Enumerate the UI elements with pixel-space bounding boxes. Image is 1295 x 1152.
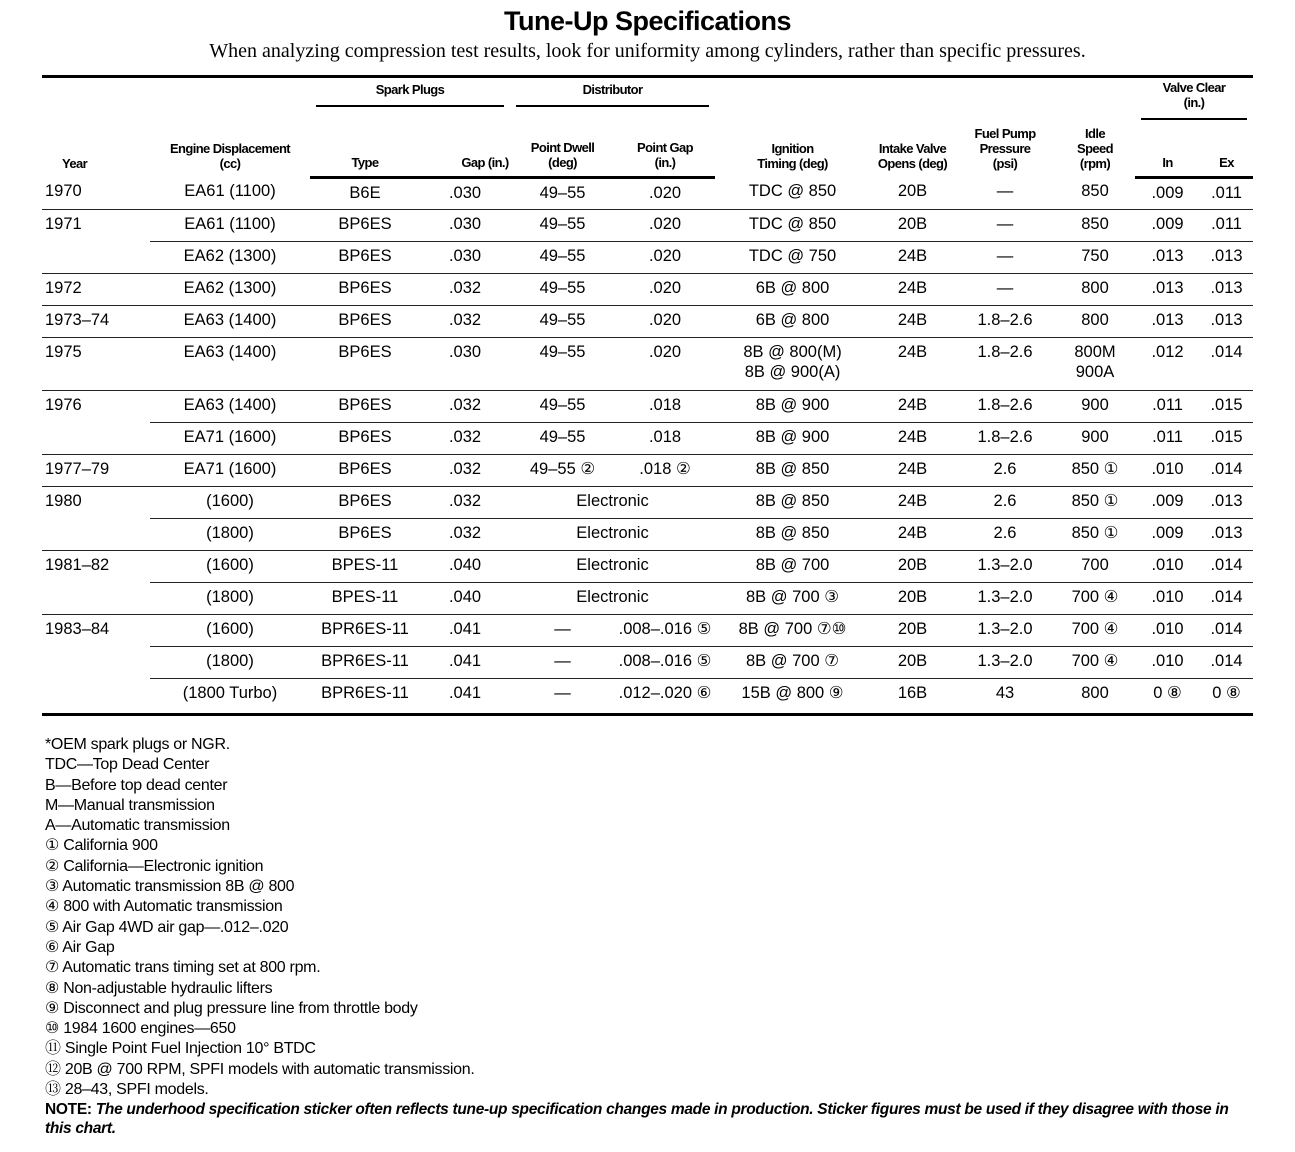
cell-point-dwell: 49–55 bbox=[510, 390, 615, 422]
cell-point-dwell: Electronic bbox=[510, 550, 715, 582]
cell-point-dwell: 49–55 ② bbox=[510, 454, 615, 486]
cell-valve-in: .009 bbox=[1135, 209, 1200, 241]
cell-valve-in: .011 bbox=[1135, 422, 1200, 454]
footnote: ④ 800 with Automatic transmission bbox=[45, 898, 283, 916]
cell-engine: (1800) bbox=[150, 518, 310, 550]
cell-point-dwell: Electronic bbox=[510, 582, 715, 614]
cell-fuel-pressure: — bbox=[955, 241, 1055, 273]
cell-fuel-pressure: — bbox=[996, 182, 1014, 200]
footnote: ⑦ Automatic trans timing set at 800 rpm. bbox=[45, 959, 321, 977]
header-gap: Gap (in.) bbox=[420, 122, 510, 177]
cell-fuel-pressure: 1.3–2.0 bbox=[955, 614, 1055, 646]
cell-idle-speed: 700 ④ bbox=[1055, 646, 1135, 678]
cell-plug-type: BP6ES bbox=[310, 454, 420, 486]
cell-ignition-timing: 8B @ 850 bbox=[715, 486, 870, 518]
cell-valve-ex: .015 bbox=[1200, 422, 1253, 454]
cell-plug-type: BP6ES bbox=[310, 209, 420, 241]
table-row bbox=[42, 422, 1253, 454]
cell-valve-in: .013 bbox=[1135, 241, 1200, 273]
cell-idle-speed: 850 ① bbox=[1055, 518, 1135, 550]
cell-ignition-timing: 8B @ 700 ③ bbox=[715, 582, 870, 614]
cell-engine: (1600) bbox=[150, 550, 310, 582]
cell-valve-ex: .013 bbox=[1200, 486, 1253, 518]
cell-valve-in: .009 bbox=[1135, 486, 1200, 518]
cell-intake-valve: 24B bbox=[870, 390, 955, 422]
cell-plug-type: BP6ES bbox=[310, 422, 420, 454]
cell-ignition-timing: TDC @ 750 bbox=[715, 241, 870, 273]
cell-valve-in: .010 bbox=[1135, 646, 1200, 678]
header-ignition-timing: Ignition Timing (deg) bbox=[757, 141, 828, 171]
note bbox=[45, 1100, 1255, 1138]
cell-idle-speed: 850 ① bbox=[1055, 486, 1135, 518]
cell-valve-in: .012 bbox=[1135, 337, 1200, 390]
cell-valve-ex: .014 bbox=[1200, 646, 1253, 678]
cell-intake-valve: 24B bbox=[870, 241, 955, 273]
footnote: A—Automatic transmission bbox=[45, 817, 230, 835]
cell-plug-type: BPR6ES-11 bbox=[310, 614, 420, 646]
cell-valve-ex: .013 bbox=[1200, 241, 1253, 273]
cell-valve-in: .010 bbox=[1135, 582, 1200, 614]
cell-valve-in: .009 bbox=[1151, 183, 1184, 202]
table-row bbox=[42, 177, 1253, 209]
cell-engine: EA71 (1600) bbox=[150, 454, 310, 486]
header-type: Type bbox=[310, 122, 420, 177]
cell-idle-speed: 900 bbox=[1055, 422, 1135, 454]
cell-point-dwell: — bbox=[510, 614, 615, 646]
cell-year: 1973–74 bbox=[42, 305, 150, 337]
cell-engine: EA63 (1400) bbox=[150, 337, 310, 390]
cell-point-dwell: 49–55 bbox=[510, 241, 615, 273]
cell-engine: EA71 (1600) bbox=[150, 422, 310, 454]
cell-intake-valve: 16B bbox=[870, 678, 955, 714]
tune-up-spec-table bbox=[42, 80, 1253, 716]
footnote: M—Manual transmission bbox=[45, 796, 215, 814]
cell-plug-type: BPES-11 bbox=[310, 550, 420, 582]
table-row bbox=[42, 454, 1253, 486]
cell-point-gap: .008–.016 ⑤ bbox=[615, 614, 715, 646]
footnote: *OEM spark plugs or NGR. bbox=[45, 736, 230, 753]
cell-plug-gap: .032 bbox=[420, 454, 510, 486]
cell-plug-gap: .032 bbox=[420, 422, 510, 454]
table-row bbox=[42, 390, 1253, 422]
footnote: ⑨ Disconnect and plug pressure line from throttle body bbox=[45, 999, 418, 1017]
header-in: In bbox=[1135, 122, 1200, 177]
cell-plug-type: BP6ES bbox=[310, 241, 420, 273]
cell-idle-speed: 800 bbox=[1055, 305, 1135, 337]
header-ex: Ex bbox=[1200, 122, 1253, 177]
cell-fuel-pressure: 1.8–2.6 bbox=[955, 337, 1055, 390]
cell-fuel-pressure: 2.6 bbox=[955, 454, 1055, 486]
cell-year: 1975 bbox=[42, 337, 150, 390]
cell-year: 1981–82 bbox=[42, 550, 150, 582]
footnote: ⑩ 1984 1600 engines—650 bbox=[45, 1020, 236, 1038]
cell-engine: (1800 Turbo) bbox=[150, 678, 310, 714]
cell-valve-in: .013 bbox=[1135, 273, 1200, 305]
cell-engine: (1600) bbox=[150, 486, 310, 518]
cell-fuel-pressure: 1.8–2.6 bbox=[955, 305, 1055, 337]
footnote: ⑤ Air Gap 4WD air gap—.012–.020 bbox=[45, 918, 289, 936]
note-label: NOTE: bbox=[45, 1101, 92, 1119]
cell-plug-gap: .041 bbox=[420, 614, 510, 646]
cell-point-dwell: 49–55 bbox=[510, 273, 615, 305]
table-row bbox=[42, 486, 1253, 518]
cell-plug-type: BPES-11 bbox=[310, 582, 420, 614]
cell-ignition-timing: 6B @ 800 bbox=[715, 273, 870, 305]
cell-engine: EA62 (1300) bbox=[150, 241, 310, 273]
cell-point-gap: .012–.020 ⑥ bbox=[615, 678, 715, 714]
cell-ignition-timing: 15B @ 800 ⑨ bbox=[715, 678, 870, 714]
cell-valve-ex: .014 bbox=[1200, 614, 1253, 646]
cell-point-gap: .020 bbox=[615, 241, 715, 273]
cell-year bbox=[42, 241, 150, 273]
cell-idle-speed: 750 bbox=[1055, 241, 1135, 273]
table-row bbox=[42, 518, 1253, 550]
cell-ignition-timing: TDC @ 850 bbox=[748, 182, 837, 200]
cell-plug-type: BP6ES bbox=[310, 273, 420, 305]
cell-plug-type: BPR6ES-11 bbox=[310, 678, 420, 714]
footnote: ⑬ 28–43, SPFI models. bbox=[45, 1081, 209, 1099]
cell-intake-valve: 20B bbox=[870, 614, 955, 646]
cell-plug-type: BP6ES bbox=[310, 337, 420, 390]
cell-plug-type: BPR6ES-11 bbox=[310, 646, 420, 678]
cell-intake-valve: 24B bbox=[870, 486, 955, 518]
cell-point-dwell: 49–55 bbox=[539, 183, 586, 202]
cell-valve-in: .010 bbox=[1135, 454, 1200, 486]
header-idle-speed: Idle Speed (rpm) bbox=[1077, 126, 1114, 171]
cell-valve-ex: .015 bbox=[1200, 390, 1253, 422]
cell-year: 1983–84 bbox=[42, 614, 150, 646]
cell-valve-in: .011 bbox=[1135, 390, 1200, 422]
cell-intake-valve: 20B bbox=[870, 646, 955, 678]
cell-idle-speed: 900 bbox=[1055, 390, 1135, 422]
cell-engine: (1800) bbox=[150, 582, 310, 614]
table-row bbox=[42, 305, 1253, 337]
page-title: Tune-Up Specifications bbox=[503, 6, 792, 36]
cell-year bbox=[42, 646, 150, 678]
cell-valve-ex: .013 bbox=[1200, 273, 1253, 305]
cell-fuel-pressure: — bbox=[955, 273, 1055, 305]
footnote: TDC—Top Dead Center bbox=[45, 756, 210, 774]
footnote: ③ Automatic transmission 8B @ 800 bbox=[45, 878, 295, 896]
cell-engine: EA62 (1300) bbox=[150, 273, 310, 305]
cell-year: 1971 bbox=[42, 209, 150, 241]
cell-intake-valve: 20B bbox=[870, 209, 955, 241]
header-engine: Engine Displacement (cc) bbox=[169, 141, 291, 171]
cell-valve-in: .010 bbox=[1135, 550, 1200, 582]
cell-point-gap: .020 bbox=[648, 183, 682, 202]
cell-valve-ex: .011 bbox=[1211, 183, 1242, 202]
cell-year bbox=[42, 678, 150, 714]
header-distributor: Distributor bbox=[510, 80, 715, 122]
cell-point-gap: .018 ② bbox=[615, 454, 715, 486]
cell-idle-speed: 850 bbox=[1055, 209, 1135, 241]
cell-ignition-timing: 6B @ 800 bbox=[715, 305, 870, 337]
page-subtitle: When analyzing compression test results, look for uniformity among cylinders, rather than specific pressures. bbox=[209, 40, 1086, 62]
cell-plug-gap: .030 bbox=[420, 241, 510, 273]
cell-ignition-timing: TDC @ 850 bbox=[715, 209, 870, 241]
cell-intake-valve: 24B bbox=[870, 273, 955, 305]
cell-intake-valve: 24B bbox=[870, 337, 955, 390]
cell-idle-speed: 700 ④ bbox=[1055, 582, 1135, 614]
cell-valve-ex: 0 ⑧ bbox=[1200, 678, 1253, 714]
cell-intake-valve: 24B bbox=[870, 305, 955, 337]
header-year: Year bbox=[62, 156, 88, 171]
cell-intake-valve: 20B bbox=[897, 182, 928, 200]
cell-fuel-pressure: 1.8–2.6 bbox=[955, 422, 1055, 454]
cell-point-dwell: Electronic bbox=[510, 486, 715, 518]
cell-plug-type: BP6ES bbox=[310, 486, 420, 518]
cell-idle-speed: 700 ④ bbox=[1055, 614, 1135, 646]
cell-point-gap: .020 bbox=[615, 305, 715, 337]
cell-point-dwell: 49–55 bbox=[510, 422, 615, 454]
cell-fuel-pressure: 1.3–2.0 bbox=[955, 550, 1055, 582]
cell-plug-gap: .032 bbox=[420, 273, 510, 305]
cell-valve-ex: .014 bbox=[1200, 454, 1253, 486]
cell-plug-type: B6E bbox=[349, 183, 381, 202]
cell-engine: (1600) bbox=[150, 614, 310, 646]
cell-plug-type: BP6ES bbox=[310, 518, 420, 550]
cell-plug-gap: .040 bbox=[420, 550, 510, 582]
cell-idle-speed: 800 bbox=[1055, 678, 1135, 714]
cell-valve-in: 0 ⑧ bbox=[1135, 678, 1200, 714]
footnote: ① California 900 bbox=[45, 837, 158, 855]
cell-year: 1980 bbox=[42, 486, 150, 518]
cell-engine: EA63 (1400) bbox=[150, 305, 310, 337]
cell-point-dwell: 49–55 bbox=[510, 209, 615, 241]
cell-ignition-timing: 8B @ 850 bbox=[715, 454, 870, 486]
cell-plug-type: BP6ES bbox=[310, 305, 420, 337]
cell-valve-ex: .013 bbox=[1200, 518, 1253, 550]
cell-year: 1976 bbox=[42, 390, 150, 422]
cell-ignition-timing: 8B @ 800(M) 8B @ 900(A) bbox=[715, 337, 870, 390]
table-row bbox=[42, 646, 1253, 678]
cell-ignition-timing: 8B @ 700 ⑦ bbox=[715, 646, 870, 678]
footnote: ⑧ Non-adjustable hydraulic lifters bbox=[45, 979, 273, 997]
cell-plug-gap: .032 bbox=[420, 305, 510, 337]
cell-year bbox=[42, 518, 150, 550]
cell-ignition-timing: 8B @ 900 bbox=[715, 390, 870, 422]
footnote: B—Before top dead center bbox=[45, 776, 228, 794]
cell-plug-gap: .041 bbox=[420, 646, 510, 678]
table-row bbox=[42, 273, 1253, 305]
cell-idle-speed: 800M 900A bbox=[1055, 337, 1135, 390]
cell-point-dwell: 49–55 bbox=[510, 337, 615, 390]
cell-year: 1972 bbox=[42, 273, 150, 305]
cell-intake-valve: 20B bbox=[870, 550, 955, 582]
note-text: The underhood specification sticker often reflects tune-up specification changes made in production. Sticker figures must be used if they disagree with those in this chart. bbox=[45, 1101, 1229, 1138]
cell-intake-valve: 24B bbox=[870, 518, 955, 550]
footnotes bbox=[45, 735, 1255, 1138]
header-point-gap: Point Gap (in.) bbox=[615, 122, 715, 177]
table-row bbox=[42, 337, 1253, 390]
cell-ignition-timing: 8B @ 900 bbox=[715, 422, 870, 454]
cell-plug-gap: .041 bbox=[420, 678, 510, 714]
cell-plug-gap: .030 bbox=[420, 337, 510, 390]
cell-plug-gap: .032 bbox=[420, 518, 510, 550]
cell-plug-gap: .030 bbox=[448, 183, 482, 202]
cell-ignition-timing: 8B @ 700 ⑦⑩ bbox=[715, 614, 870, 646]
header-fuel-pump: Fuel Pump Pressure (psi) bbox=[974, 126, 1036, 171]
footnote: ⑫ 20B @ 700 RPM, SPFI models with automatic transmission. bbox=[45, 1060, 475, 1078]
cell-fuel-pressure: 1.8–2.6 bbox=[955, 390, 1055, 422]
footnote: ⑥ Air Gap bbox=[45, 938, 115, 956]
cell-point-gap: .020 bbox=[615, 273, 715, 305]
cell-valve-ex: .014 bbox=[1200, 337, 1253, 390]
table-row bbox=[42, 582, 1253, 614]
cell-point-gap: .008–.016 ⑤ bbox=[615, 646, 715, 678]
cell-ignition-timing: 8B @ 850 bbox=[715, 518, 870, 550]
cell-valve-in: .009 bbox=[1135, 518, 1200, 550]
cell-point-dwell: — bbox=[510, 678, 615, 714]
cell-engine: EA61 (1100) bbox=[184, 182, 276, 200]
cell-point-dwell: Electronic bbox=[510, 518, 715, 550]
cell-fuel-pressure: 1.3–2.0 bbox=[955, 582, 1055, 614]
cell-year bbox=[42, 582, 150, 614]
cell-valve-in: .013 bbox=[1135, 305, 1200, 337]
cell-point-dwell: 49–55 bbox=[510, 305, 615, 337]
cell-year: 1970 bbox=[45, 182, 82, 200]
cell-point-gap: .020 bbox=[615, 337, 715, 390]
cell-idle-speed: 850 bbox=[1081, 182, 1109, 200]
table-row bbox=[42, 550, 1253, 582]
cell-plug-gap: .032 bbox=[420, 486, 510, 518]
footnote: ⑪ Single Point Fuel Injection 10° BTDC bbox=[45, 1040, 316, 1058]
cell-engine: EA61 (1100) bbox=[150, 209, 310, 241]
cell-valve-in: .010 bbox=[1135, 614, 1200, 646]
table-row bbox=[42, 209, 1253, 241]
cell-idle-speed: 800 bbox=[1055, 273, 1135, 305]
cell-intake-valve: 24B bbox=[870, 422, 955, 454]
cell-fuel-pressure: 43 bbox=[955, 678, 1055, 714]
table-row bbox=[42, 241, 1253, 273]
cell-valve-ex: .013 bbox=[1200, 305, 1253, 337]
cell-fuel-pressure: 2.6 bbox=[955, 486, 1055, 518]
cell-point-gap: .018 bbox=[615, 422, 715, 454]
header-point-dwell: Point Dwell (deg) bbox=[510, 122, 615, 177]
table-row bbox=[42, 614, 1253, 646]
cell-valve-ex: .014 bbox=[1200, 550, 1253, 582]
cell-point-dwell: — bbox=[510, 646, 615, 678]
cell-idle-speed: 850 ① bbox=[1055, 454, 1135, 486]
cell-plug-gap: .040 bbox=[420, 582, 510, 614]
cell-valve-ex: .014 bbox=[1200, 582, 1253, 614]
cell-engine: (1800) bbox=[150, 646, 310, 678]
cell-plug-gap: .032 bbox=[420, 390, 510, 422]
cell-engine: EA63 (1400) bbox=[150, 390, 310, 422]
cell-valve-ex: .011 bbox=[1200, 209, 1253, 241]
cell-fuel-pressure: 2.6 bbox=[955, 518, 1055, 550]
cell-intake-valve: 24B bbox=[870, 454, 955, 486]
cell-intake-valve: 20B bbox=[870, 582, 955, 614]
header-intake-valve: Intake Valve Opens (deg) bbox=[877, 141, 948, 171]
table-row bbox=[42, 678, 1253, 714]
cell-plug-gap: .030 bbox=[420, 209, 510, 241]
cell-point-gap: .018 bbox=[615, 390, 715, 422]
top-rule bbox=[42, 75, 1253, 78]
footnote: ② California—Electronic ignition bbox=[45, 857, 264, 875]
cell-plug-type: BP6ES bbox=[310, 390, 420, 422]
header-valve-clear: Valve Clear (in.) bbox=[1135, 80, 1253, 122]
cell-fuel-pressure: 1.3–2.0 bbox=[955, 646, 1055, 678]
cell-ignition-timing: 8B @ 700 bbox=[715, 550, 870, 582]
cell-point-gap: .020 bbox=[615, 209, 715, 241]
cell-fuel-pressure: — bbox=[955, 209, 1055, 241]
cell-year: 1977–79 bbox=[42, 454, 150, 486]
cell-year bbox=[42, 422, 150, 454]
header-spark-plugs: Spark Plugs bbox=[310, 80, 510, 122]
cell-idle-speed: 700 bbox=[1055, 550, 1135, 582]
